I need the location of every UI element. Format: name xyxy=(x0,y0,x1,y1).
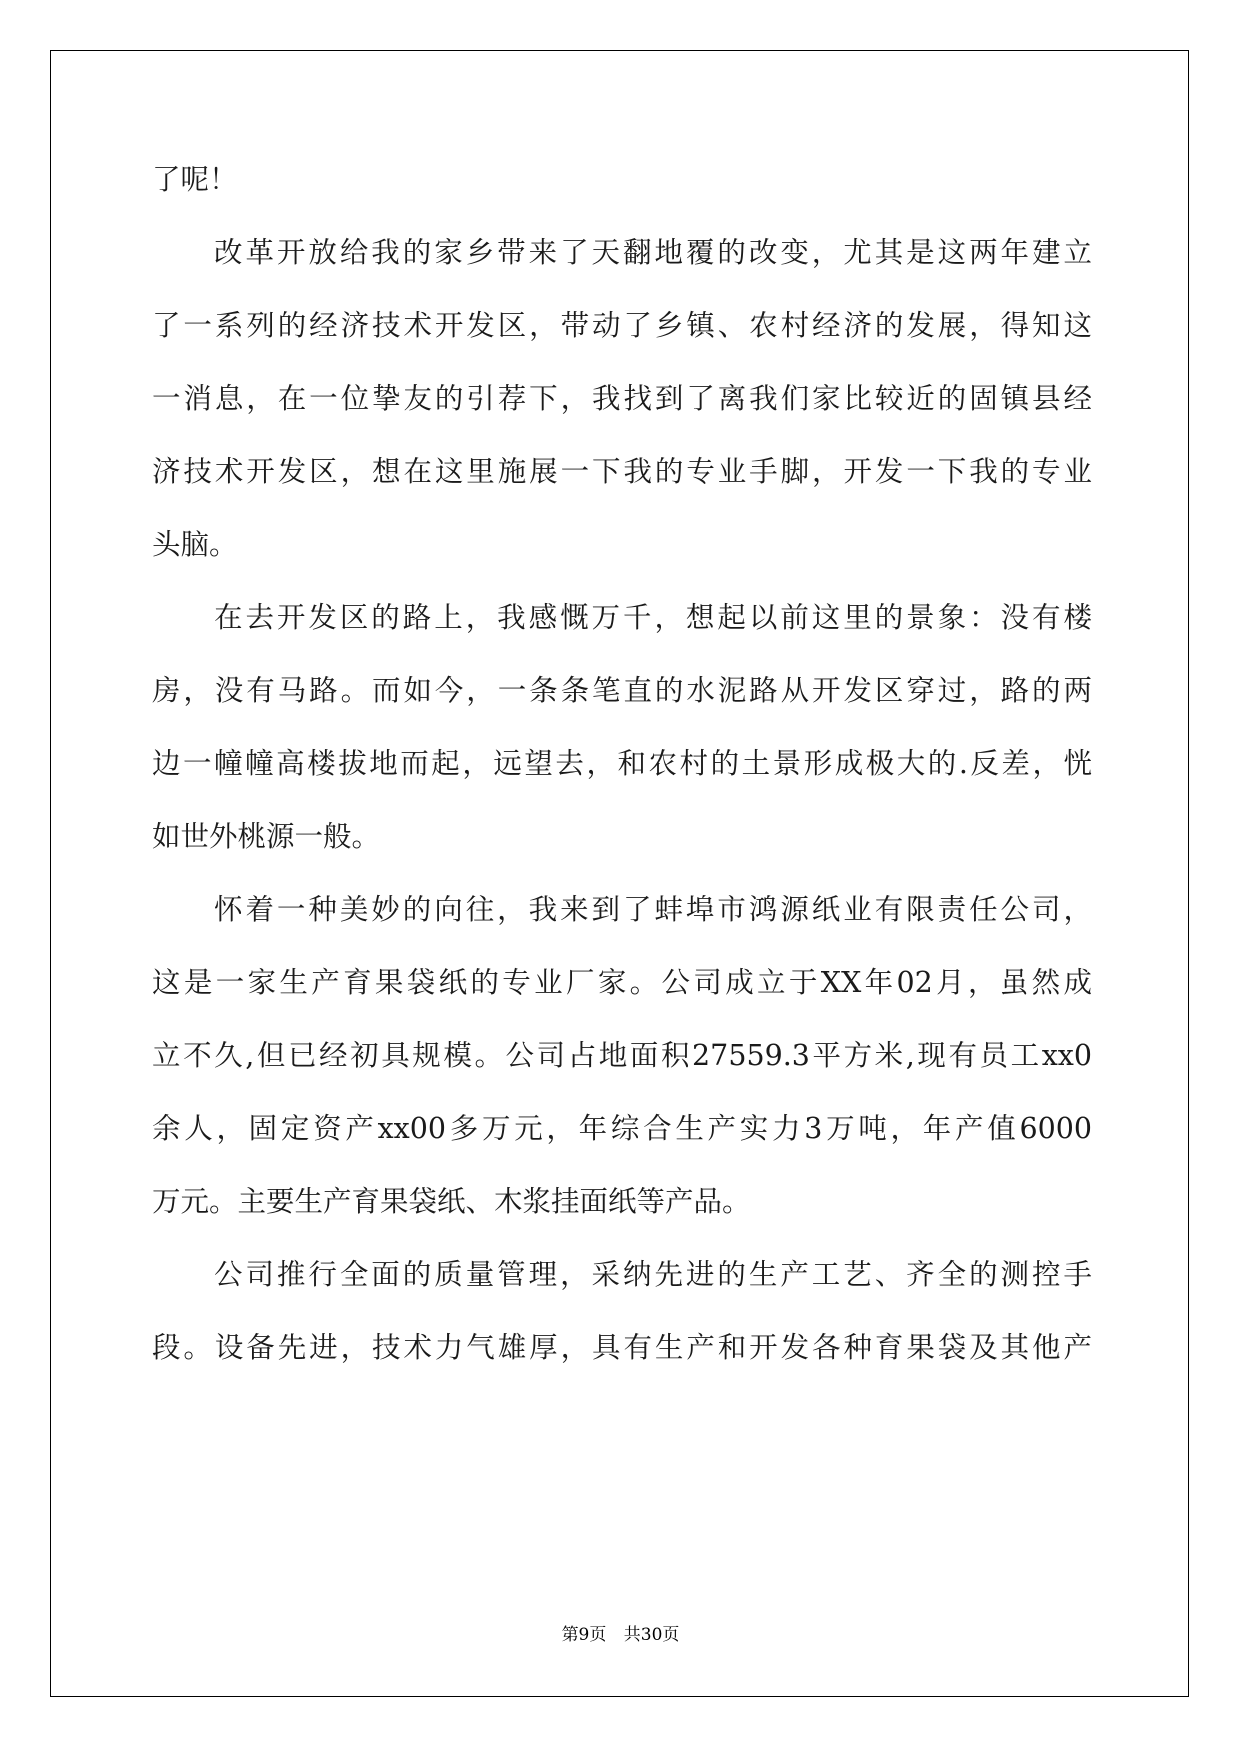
page-number: 第9页 xyxy=(561,1625,607,1645)
text-line: 段。设备先进，技术力气雄厚，具有生产和开发各种育果袋及其他产 xyxy=(152,1331,1092,1364)
text-line: 余人，固定资产xx00多万元，年综合生产实力3万吨，年产值6000 xyxy=(152,1112,1092,1145)
page-footer xyxy=(0,1620,1241,1645)
text-line: 边一幢幢高楼拔地而起，远望去，和农村的土景形成极大的.反差，恍 xyxy=(152,747,1092,780)
text-line: 了一系列的经济技术开发区，带动了乡镇、农村经济的发展，得知这 xyxy=(152,309,1092,342)
text-line: 万元。主要生产育果袋纸、木浆挂面纸等产品。 xyxy=(152,1185,751,1218)
text-line: 了呢！ xyxy=(152,163,238,196)
text-line: 房，没有马路。而如今，一条条笔直的水泥路从开发区穿过，路的两 xyxy=(152,674,1092,707)
text-line: 立不久,但已经初具规模。公司占地面积27559.3平方米,现有员工xx0 xyxy=(152,1039,1092,1072)
page-total: 共30页 xyxy=(623,1625,680,1645)
text-line: 一消息，在一位挚友的引荐下，我找到了离我们家比较近的固镇县经 xyxy=(152,382,1092,415)
text-line: 在去开发区的路上，我感慨万千，想起以前这里的景象：没有楼 xyxy=(214,601,1092,634)
text-line: 公司推行全面的质量管理，采纳先进的生产工艺、齐全的测控手 xyxy=(214,1258,1092,1291)
text-line: 改革开放给我的家乡带来了天翻地覆的改变，尤其是这两年建立 xyxy=(214,236,1092,269)
page-border xyxy=(50,50,1189,1697)
text-line: 如世外桃源一般。 xyxy=(152,820,381,853)
text-line: 头脑。 xyxy=(152,528,238,561)
text-line: 怀着一种美妙的向往，我来到了蚌埠市鸿源纸业有限责任公司， xyxy=(214,893,1092,926)
text-line: 济技术开发区，想在这里施展一下我的专业手脚，开发一下我的专业 xyxy=(152,455,1092,488)
text-line: 这是一家生产育果袋纸的专业厂家。公司成立于XX年02月，虽然成 xyxy=(152,966,1092,999)
